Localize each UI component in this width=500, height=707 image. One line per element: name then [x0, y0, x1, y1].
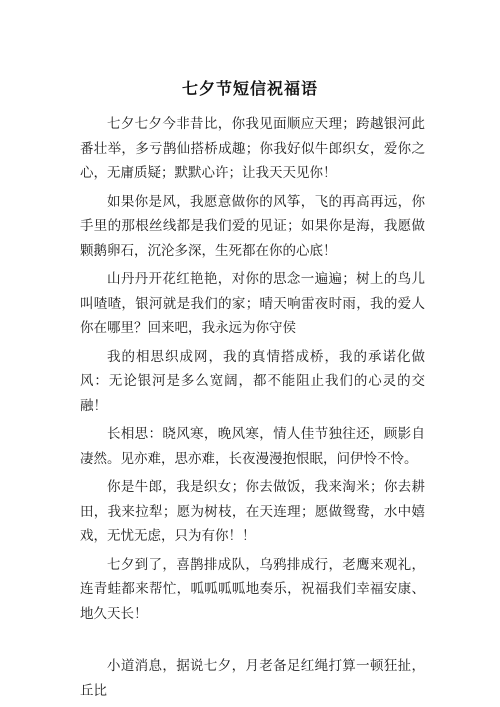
document-body: [80, 112, 425, 707]
paragraph: 七夕到了，喜鹊排成队，乌鸦排成行，老鹰来观礼，连青蛙都来帮忙，呱呱呱呱地奏乐，祝福我们幸福安康、地久天长！: [80, 556, 425, 622]
paragraph: 你是牛郎，我是织女；你去做饭，我来淘米；你去耕田，我来拉犁；愿为树枝，在天连理；愿做鸳鸯，水中嬉戏，无忧无虑，只为有你！！: [80, 479, 425, 544]
paragraph: 长相思：晓风寒，晚风寒，情人佳节独往还，顾影自凄然。见亦难，思亦难，长夜漫漫抱恨眠，问伊怜不怜。: [80, 426, 425, 467]
paragraph: 小道消息，据说七夕，月老备足红绳打算一顿狂扯，丘比: [80, 658, 425, 699]
paragraph: 七夕七夕今非昔比，你我见面顺应天理；跨越银河此番壮举，多亏鹊仙搭桥成趣；你我好似牛郎织女，爱你之心，无庸质疑；默默心许；让我天天见你！: [80, 116, 425, 181]
paragraph: 山丹丹开花红艳艳，对你的思念一遍遍；树上的鸟儿叫喳喳，银河就是我们的家；晴天响雷夜时雨，我的爱人你在哪里？回来吧，我永远为你守侯: [80, 271, 425, 336]
document-title: 七夕节短信祝福语: [181, 79, 318, 98]
paragraph: 我的相思织成网，我的真情搭成桥，我的承诺化做风：无论银河是多么宽阔，都不能阻止我们的心灵的交融！: [80, 348, 425, 414]
paragraph: 如果你是风，我愿意做你的风筝，飞的再高再远，你手里的那根丝线都是我们爱的见证；如果你是海，我愿做颗鹅卵石，沉沦多深，生死都在你的心底！: [80, 193, 425, 259]
